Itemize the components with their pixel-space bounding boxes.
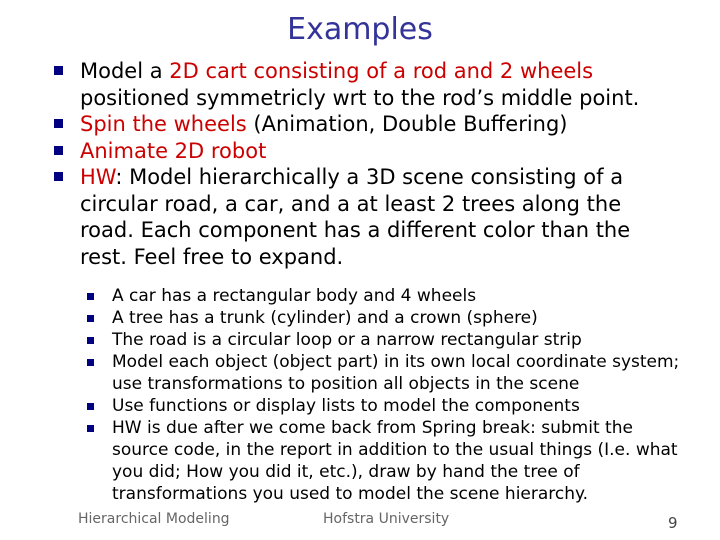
square-bullet-icon: [87, 293, 94, 300]
sub-bullet-text: The road is a circular loop or a narrow rectangular strip: [112, 330, 582, 350]
square-bullet-icon: [87, 359, 94, 366]
sub-bullet-list: [82, 285, 682, 505]
page-number: 9: [668, 514, 678, 532]
sub-bullet-text: Use functions or display lists to model the components: [112, 396, 580, 416]
bullet-text-highlight: HW: [80, 165, 116, 189]
footer-institution: Hofstra University: [323, 511, 450, 527]
bullet-item: [54, 58, 674, 111]
bullet-text-pre: Model a: [80, 59, 170, 83]
sub-bullet-text: A car has a rectangular body and 4 wheels: [112, 286, 477, 306]
bullet-item: [54, 111, 674, 138]
square-bullet-icon: [87, 425, 94, 432]
sub-bullet-item: [82, 329, 682, 351]
bullet-text-highlight: Spin the wheels: [80, 112, 247, 136]
sub-bullet-item: [82, 395, 682, 417]
square-bullet-icon: [87, 403, 94, 410]
sub-bullet-item: [82, 285, 682, 307]
square-bullet-icon: [54, 66, 63, 75]
square-bullet-icon: [54, 172, 63, 181]
square-bullet-icon: [54, 119, 63, 128]
sub-bullet-item: [82, 417, 682, 505]
sub-bullet-text: HW is due after we come back from Spring break: submit the source code, in the report in addition to the usual things (I.e. what you did; How you did it, etc.), draw by hand the tree of transformations you used to model the scene hierarchy.: [112, 418, 678, 504]
sub-bullet-item: [82, 351, 682, 395]
sub-bullet-text: Model each object (object part) in its own local coordinate system; use transformations to position all objects in the scene: [112, 352, 680, 394]
bullet-text-post: positioned symmetricly wrt to the rod’s middle point.: [80, 85, 640, 110]
bullet-text-post: (Animation, Double Buffering): [246, 112, 568, 136]
bullet-text-post: : Model hierarchically a 3D scene consisting of a circular road, a car, and a at least 2 trees along the road. Each component has a different color than the rest. Feel free to expand.: [80, 165, 631, 269]
square-bullet-icon: [87, 315, 94, 322]
bullet-text-highlight: Animate 2D robot: [80, 138, 267, 163]
sub-bullet-item: [82, 307, 682, 329]
bullet-item: [54, 164, 674, 270]
bullet-text-highlight: 2D cart consisting of a rod and 2 wheels: [169, 59, 594, 83]
bullet-item: [54, 138, 674, 165]
sub-bullet-text: A tree has a trunk (cylinder) and a crown (sphere): [112, 308, 538, 328]
slide-title: Examples: [287, 12, 433, 47]
main-bullet-list: [54, 58, 674, 270]
square-bullet-icon: [87, 337, 94, 344]
footer-course-title: Hierarchical Modeling: [78, 511, 230, 527]
square-bullet-icon: [54, 146, 63, 155]
